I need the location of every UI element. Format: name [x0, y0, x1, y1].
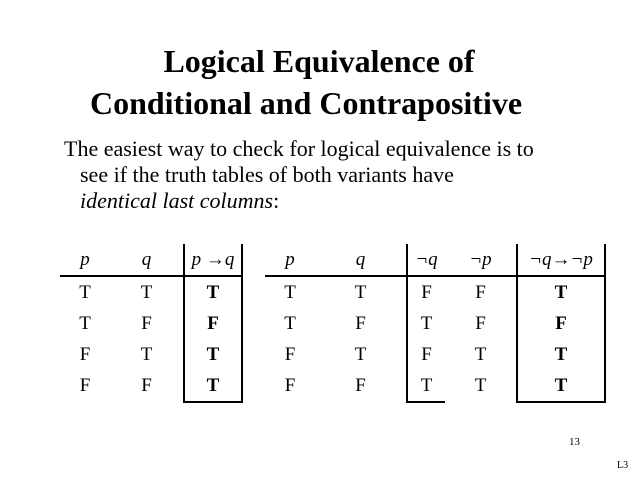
table-cell: F — [475, 281, 486, 303]
result-cell: T — [517, 339, 605, 370]
table-row — [60, 370, 242, 402]
table-cell: F — [407, 339, 445, 370]
table-row — [265, 370, 605, 402]
slide-title — [0, 40, 638, 124]
table-cell: T — [474, 375, 487, 396]
corner-label: L3 — [617, 460, 629, 471]
table-row — [265, 339, 605, 370]
header-not-q-implies-not-p: ¬q→¬p — [517, 244, 605, 276]
table-header-row — [60, 244, 242, 276]
body-line-1: The easiest way to check for logical equivalence is to — [64, 136, 534, 161]
table-row — [60, 308, 242, 339]
body-line-2: see if the truth tables of both variants have — [80, 162, 454, 187]
table-cell: F — [79, 375, 91, 396]
table-row — [265, 276, 605, 308]
table-cell: T — [407, 370, 445, 402]
header-p: p — [265, 244, 315, 276]
table-cell: F — [475, 312, 486, 334]
result-cell: F — [184, 308, 242, 339]
result-cell: T — [184, 276, 242, 308]
table-cell: F — [355, 375, 366, 396]
table-cell: T — [79, 281, 91, 303]
table-cell: F — [355, 312, 366, 334]
body-paragraph — [64, 136, 624, 214]
result-cell: F — [517, 308, 605, 339]
header-not-p: ¬p — [445, 244, 517, 276]
title-line-2: Conditional and Contrapositive — [89, 85, 523, 121]
header-p: p — [60, 244, 110, 276]
contrapositive-truth-table — [265, 244, 606, 403]
result-cell: T — [184, 339, 242, 370]
table-cell: T — [79, 312, 91, 334]
header-q: q — [315, 244, 407, 276]
emphasis-text: identical last columns — [80, 188, 274, 213]
table-cell: T — [474, 343, 487, 365]
table-cell: T — [140, 343, 153, 365]
table-cell: T — [140, 281, 153, 303]
table-cell: T — [354, 281, 367, 303]
table-cell: F — [284, 375, 296, 396]
body-line-3 — [64, 188, 624, 214]
table-cell: F — [79, 343, 91, 365]
body-line-3-end: : — [273, 188, 280, 213]
table-cell: F — [284, 343, 296, 365]
conditional-truth-table — [60, 244, 243, 403]
result-cell: T — [517, 276, 605, 308]
table-row — [60, 276, 242, 308]
result-cell: T — [184, 370, 242, 402]
result-cell: T — [517, 370, 605, 402]
table-header-row — [265, 244, 605, 276]
page-number: 13 — [569, 436, 580, 448]
table-cell: F — [141, 375, 152, 396]
title-line-1: Logical Equivalence of — [163, 43, 475, 79]
table-cell: F — [141, 312, 152, 334]
header-p-implies-q: p →q — [184, 244, 242, 276]
header-q: q — [110, 244, 184, 276]
table-row — [60, 339, 242, 370]
table-cell: T — [407, 308, 445, 339]
table-cell: T — [354, 343, 367, 365]
table-cell: F — [407, 276, 445, 308]
table-cell: T — [284, 312, 296, 334]
table-cell: T — [284, 281, 296, 303]
header-not-q: ¬q — [407, 244, 445, 276]
table-row — [265, 308, 605, 339]
